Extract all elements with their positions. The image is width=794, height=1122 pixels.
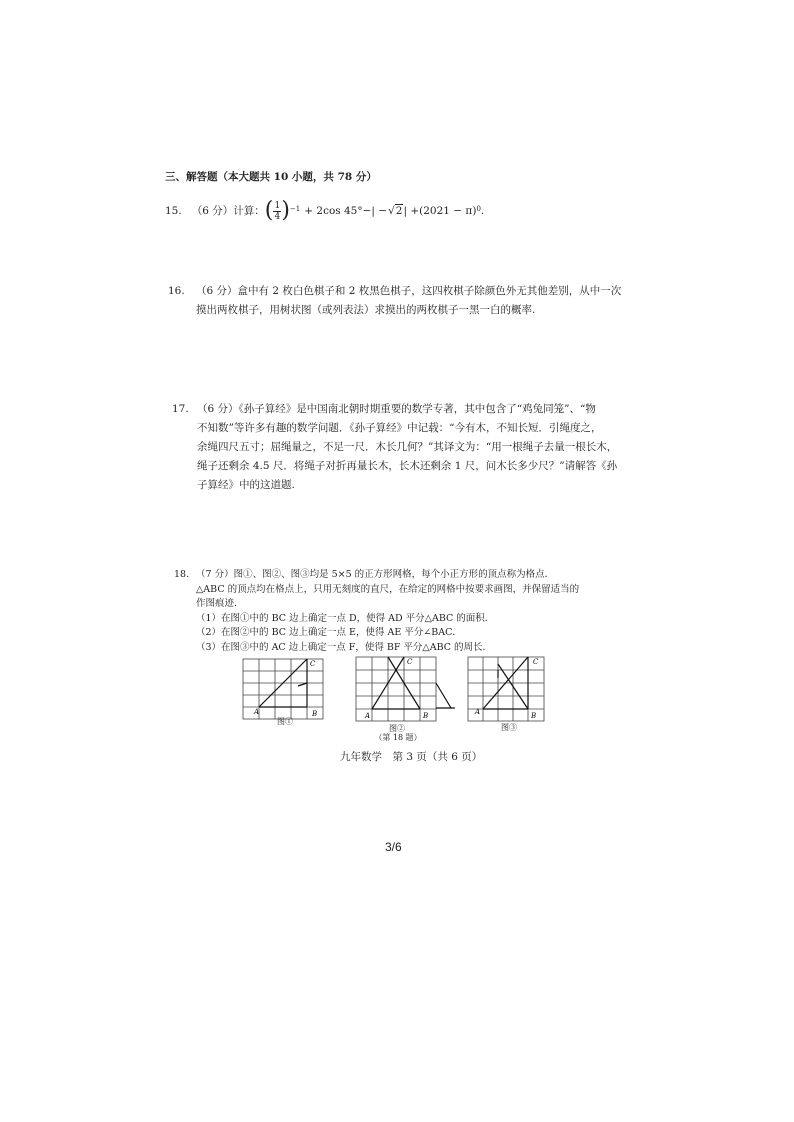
figure-3-grid [467, 656, 547, 724]
q15-fraction [273, 201, 281, 222]
label-c: C [310, 660, 316, 668]
figure-2-grid [355, 656, 459, 724]
figure-3-caption: 图③ [501, 723, 517, 732]
label-c: C [533, 658, 539, 666]
q18-item2: （2）在图②中的 BC 边上确定一点 E，使得 AE 平分∠BAC． [196, 627, 462, 638]
figure-1-caption: 图① [277, 717, 293, 726]
q16-line2: 摸出两枚棋子，用树状图（或列表法）求摸出的两枚棋子一黑一白的概率. [196, 304, 536, 316]
label-b: B [423, 712, 429, 720]
q15-exp0: 0 [476, 205, 481, 213]
q15-exponent: −1 [289, 205, 301, 213]
q18-line3: 作图痕迹． [196, 598, 244, 609]
label-b: B [531, 712, 537, 720]
label-a: A [365, 712, 371, 720]
label-a: A [475, 708, 481, 716]
q18-number: 18. [174, 569, 190, 580]
question-15 [165, 200, 484, 222]
frac-denominator: 4 [274, 211, 281, 222]
q17-line5: 子算经》中的这道题. [197, 479, 295, 491]
q15-number: 15. [165, 205, 182, 217]
q18-item3: （3）在图③中的 AC 边上确定一点 F，使得 BF 平分△ABC 的周长． [196, 641, 493, 653]
section-heading: 三、解答题（本大题共 10 小题，共 78 分） [165, 171, 377, 183]
label-c: C [407, 658, 413, 666]
q15-tail: . [480, 205, 485, 217]
q17-number: 17. [172, 403, 189, 415]
page-number: 3/6 [385, 840, 402, 854]
figure-1-grid [242, 658, 328, 722]
frac-numerator: 1 [274, 200, 281, 211]
label-b: B [312, 710, 318, 718]
sqrt-value: 2 [395, 205, 403, 217]
q15-score: （6 分）计算： [191, 205, 265, 217]
q16-line1: （6 分）盒中有 2 枚白色棋子和 2 枚黑色棋子，这四枚棋子除颜色外无其他差别，从中一次 [196, 285, 622, 297]
q17-line1: （6 分）《孙子算经》是中国南北朝时期重要的数学专著，其中包含了“鸡兔同笼”、“物 [197, 403, 596, 415]
question-16 [168, 282, 621, 320]
label-a: A [254, 708, 260, 716]
figure-note: （第 18 题） [374, 733, 422, 742]
q17-line2: 不知数”等许多有趣的数学问题．《孙子算经》中记载：“今有木，不知长短．引绳度之， [197, 422, 602, 434]
question-18 [174, 568, 579, 655]
right-paren: ) [281, 198, 290, 223]
sqrt-symbol: √2 [388, 205, 403, 217]
left-paren: ( [264, 198, 274, 223]
q15-part2: | +(2021 − π) [403, 205, 477, 217]
page-footer: 九年数学 第 3 页（共 6 页） [340, 751, 483, 763]
q18-line1: （7 分）图①、图②、图③均是 5×5 的正方形网格，每个小正方形的顶点称为格点． [196, 569, 555, 580]
figure-2-caption: 图② [389, 724, 405, 733]
q18-item1: （1）在图①中的 BC 边上确定一点 D，使得 AD 平分△ABC 的面积． [196, 612, 495, 624]
q18-line2: △ABC 的顶点均在格点上，只用无刻度的直尺，在给定的网格中按要求画图，并保留适当的 [196, 583, 580, 595]
q17-line4: 绳子还剩余 4.5 尺．将绳子对折再量长木，长木还剩余 1 尺，问木长多少尺？”请解答《孙 [197, 460, 618, 472]
q15-part1: + 2cos 45°−| − [304, 205, 388, 217]
q17-line3: 余绳四尺五寸；屈绳量之，不足一尺．木长几何？”其译文为：“用一根绳子去量一根长木， [197, 441, 618, 453]
question-17 [172, 400, 617, 495]
q16-number: 16. [168, 285, 185, 297]
